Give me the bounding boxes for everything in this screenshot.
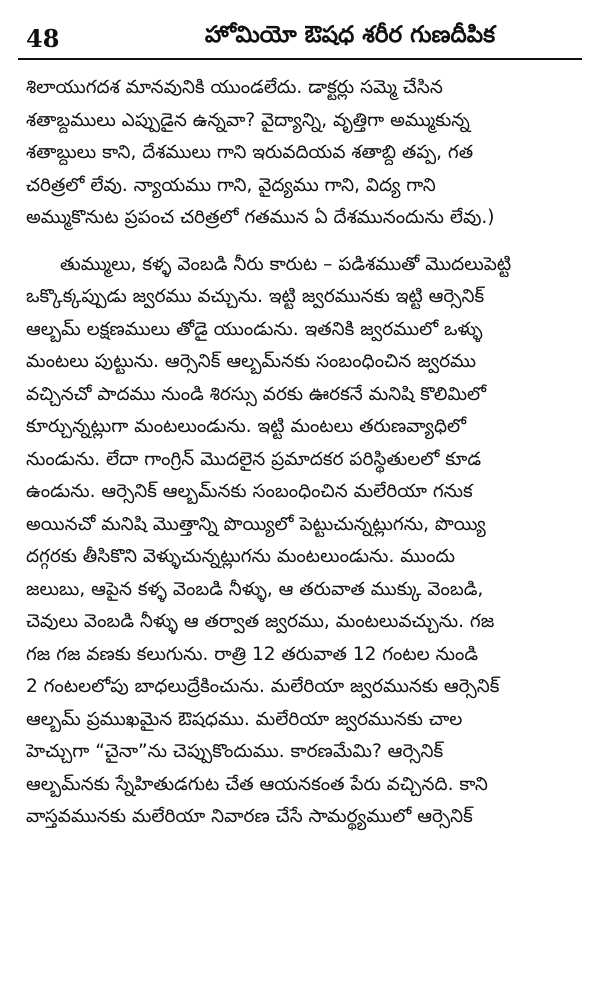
text-line: ఆల్బమ్ ప్రముఖమైన ఔషధము. మలేరియా జ్వరమునకు చాల (26, 708, 463, 730)
text-line: ఆల్బమ్ లక్షణములు తోడై యుండును. ఇతనికి జ్వరములో ఒళ్ళు (26, 318, 483, 340)
paragraph-1 (26, 72, 578, 235)
paragraph-gap (26, 235, 578, 249)
text-line: శతాబ్దములు ఎప్పుడైన ఉన్నవా? వైద్యాన్ని, వృత్తిగా అమ్ముకున్న (26, 109, 470, 131)
running-title: హోమియో ఔషధ శరీర గుణదీపిక (204, 22, 496, 48)
text-line: 2 గంటలలోపు బాధలుద్రేకించును. మలేరియా జ్వరమునకు ఆర్సెనిక్ (26, 676, 500, 697)
text-line: ఆల్బమ్‌నకు స్నేహితుడగుట చేత ఆయనకంత పేరు వచ్చినది. కాని (26, 773, 488, 795)
page-header (18, 22, 582, 62)
text-line: తుమ్ములు, కళ్ళ వెంబడి నీరు కారుట – పడిశముతో మొదలుపెట్టి (60, 253, 512, 275)
text-line: జలుబు, ఆపైన కళ్ళ వెంబడి నీళ్ళు, ఆ తరువాత ముక్కు వెంబడి, (26, 578, 484, 600)
text-line: శిలాయుగదశ మానవునికి యుండలేదు. డాక్టర్లు సమ్మె చేసిన (26, 77, 443, 98)
text-line: అయినచో మనిషి మొత్తాన్ని పొయ్యిలో పెట్టుచున్నట్లుగను, పొయ్యి (26, 513, 486, 535)
text-line: శతాబ్దులు కాని, దేశములు గాని ఇరువదియవ శతాబ్ది తప్ప, గత (26, 142, 474, 163)
text-line: కూర్చున్నట్లుగా మంటలుండును. ఇట్టి మంటలు తరుణవ్యాధిలో (26, 416, 467, 437)
page-number: 48 (26, 24, 60, 53)
text-line: హెచ్చుగా “చైనా”ను చెప్పుకొందుము. కారణమేమి? ఆర్సెనిక్ (26, 741, 444, 762)
text-line: వచ్చినచో పాదము నుండి శిరస్సు వరకు ఊరకనే మనిషి కొలిమిలో (26, 383, 487, 405)
text-line: వాస్తవమునకు మలేరియా నివారణ చేసే సామర్థ్యములో ఆర్సెనిక్ (26, 806, 473, 827)
text-line: చరిత్రలో లేవు. న్యాయము గాని, వైద్యము గాని, విద్య గాని (26, 174, 436, 196)
text-line: ఉండును. ఆర్సెనిక్ ఆల్బమ్‌నకు సంబంధించిన మలేరియా గనుక (26, 481, 473, 502)
text-line: ఒక్కొక్కప్పుడు జ్వరము వచ్చును. ఇట్టి జ్వరమునకు ఇట్టి ఆర్సెనిక్ (26, 286, 485, 307)
paragraph-2 (26, 249, 578, 834)
text-line: దగ్గరకు తీసికొని వెళ్ళుచున్నట్లుగను మంటలుండును. ముందు (26, 546, 456, 567)
text-line: చెవులు వెంబడి నీళ్ళు ఆ తర్వాత జ్వరము, మంటలువచ్చును. గజ (26, 611, 495, 632)
text-line: గజ గజ వణకు కలుగును. రాత్రి 12 తరువాత 12 గంటల నుండి (26, 643, 479, 665)
text-line: మంటలు పుట్టును. ఆర్సెనిక్ ఆల్బమ్‌నకు సంబంధించిన జ్వరము (26, 351, 477, 372)
body-text (26, 72, 578, 834)
header-rule (18, 58, 582, 60)
text-line: అమ్ముకొనుట ప్రపంచ చరిత్రలో గతమున ఏ దేశమునందును లేవు.) (26, 207, 495, 228)
text-line: నుండును. లేదా గాంగ్రిన్ మొదలైన ప్రమాదకర పరిస్థితులలో కూడ (26, 448, 482, 470)
